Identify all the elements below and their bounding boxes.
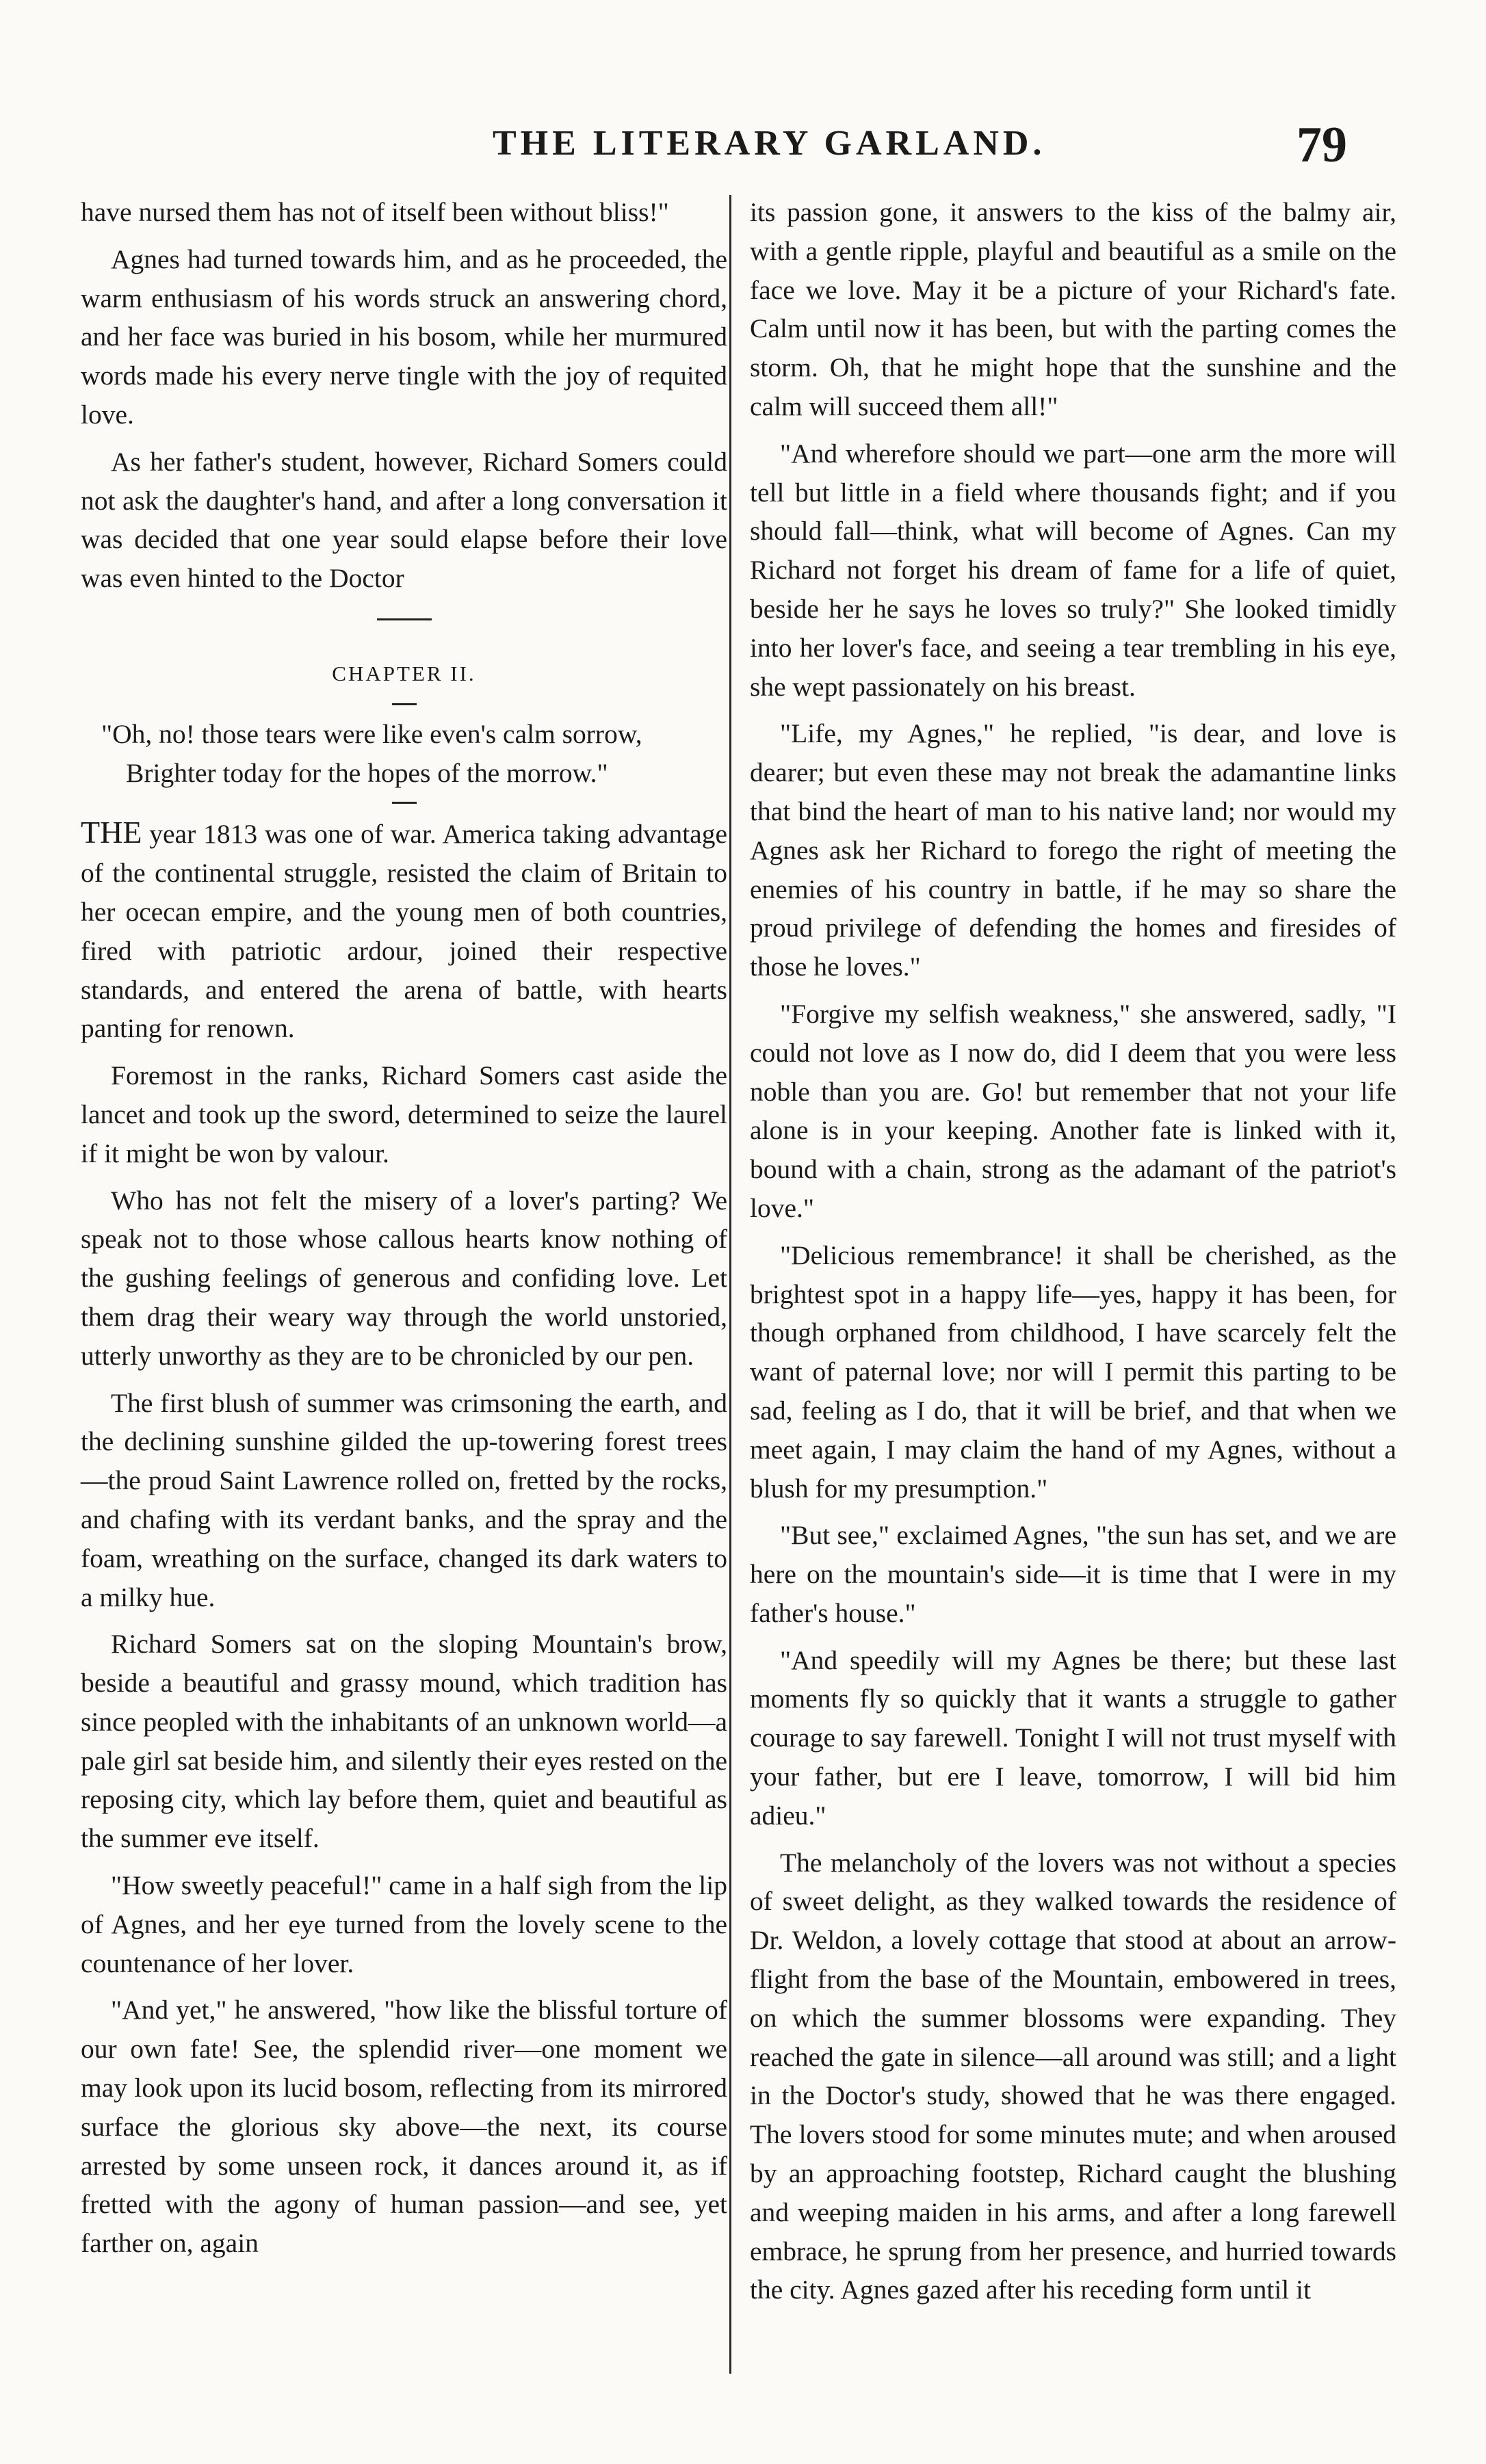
paragraph-text: year 1813 was one of war. America taking advantage of the continental struggle, resisted the claim of Britain to her ocecan empire, and the young men of both countries, fired with patriotic ardour, joined their respective standards, and entered the arena of battle, with hearts panting for renown. xyxy=(81,819,727,1044)
paragraph: have nursed them has not of itself been without bliss!" xyxy=(81,197,669,227)
paragraph: "Forgive my selfish weakness," she answered, sadly, "I could not love as I now do, did I deem that you were less noble than you are. Go! but remember that not your life alone is in your keeping. Another fate is linked with it, bound with a chain, strong as the adamant of the patriot's love." xyxy=(750,998,1396,1223)
paragraph: "Delicious remembrance! it shall be cherished, as the brightest spot in a happy life—yes, happy it has been, for though orphaned from childhood, I have scarcely felt the want of paternal love; nor will I permit this parting to be sad, feeling as I do, that it will be brief, and that when we meet again, I may claim the hand of my Agnes, without a blush for my presumption." xyxy=(750,1240,1396,1504)
column-divider xyxy=(729,195,731,2374)
epigraph-rule-top xyxy=(392,703,417,705)
paragraph: Who has not felt the misery of a lover's parting? We speak not to those whose callous hearts know nothing of the gushing feelings of generous and confiding love. Let them drag their weary way through the world unstoried, utterly unworthy as they are to be chronicled by our pen. xyxy=(81,1185,727,1371)
paragraph: "How sweetly peaceful!" came in a half sigh from the lip of Agnes, and her eye turned from the lovely scene to the countenance of her lover. xyxy=(81,1870,727,1978)
paragraph: Richard Somers sat on the sloping Mountain's brow, beside a beautiful and grassy mound, which tradition has since peopled with the inhabitants of an unknown world—a pale girl sat beside him, and silently their eyes rested on the reposing city, which lay before them, quiet and beautiful as the summer eve itself. xyxy=(81,1629,727,1854)
running-title: THE LITERARY GARLAND. xyxy=(493,124,1046,163)
paragraph: "And yet," he answered, "how like the blissful torture of our own fate! See, the splendid river—one moment we may look upon its lucid bosom, reflecting from its mirrored surface the glorious sky above—the next, its course arrested by some unseen rock, it dances around it, as if fretted with the agony of human passion—and see, yet farther on, again xyxy=(81,1995,727,2259)
left-column xyxy=(81,193,727,2271)
page-header xyxy=(0,116,1486,185)
paragraph: "And speedily will my Agnes be there; but these last moments fly so quickly that it wants a struggle to gather courage to say farewell. Tonight I will not trust myself with your father, but ere I leave, tomorrow, I will bid him adieu." xyxy=(750,1644,1396,1831)
paragraph: The melancholy of the lovers was not without a species of sweet delight, as they walked towards the residence of Dr. Weldon, a lovely cottage that stood at about an arrow-flight from the base of the Mountain, embowered in trees, on which the summer blossoms were expanding. They reached the gate in silence—all around was still; and a light in the Doctor's study, showed that he was there engaged. The lovers stood for some minutes mute; and when aroused by an approaching footstep, Richard caught the blushing and weeping maiden in his arms, and after a long farewell embrace, he sprung from her presence, and hurried towards the city. Agnes gazed after his receding form until it xyxy=(750,1847,1396,2305)
right-column xyxy=(750,193,1396,2318)
page-number: 79 xyxy=(1296,117,1347,173)
paragraph: "Life, my Agnes," he replied, "is dear, and love is dearer; but even these may not break the adamantine links that bind the heart of man to his native land; nor would my Agnes ask her Richard to forego the right of meeting the enemies of his country in battle, if he may so share the proud privilege of defending the homes and firesides of those he loves." xyxy=(750,718,1396,982)
chapter-title: CHAPTER II. xyxy=(332,661,476,685)
paragraph: "But see," exclaimed Agnes, "the sun has set, and we are here on the mountain's side—it is time that I were in my father's house." xyxy=(750,1520,1396,1628)
drop-cap: THE xyxy=(81,815,142,850)
epigraph-line: "Oh, no! those tears were like even's calm sorrow, xyxy=(101,718,642,749)
paragraph: The first blush of summer was crimsoning the earth, and the declining sunshine gilded the up-towering forest trees—the proud Saint Lawrence rolled on, fretted by the rocks, and chafing with its verdant banks, and the spray and the foam, wreathing on the surface, changed its dark waters to a milky hue. xyxy=(81,1387,727,1612)
paragraph: Foremost in the ranks, Richard Somers cast aside the lancet and took up the sword, determined to seize the laurel if it might be won by valour. xyxy=(81,1060,727,1168)
epigraph-line: Brighter today for the hopes of the morrow." xyxy=(126,757,608,788)
paragraph: "And wherefore should we part—one arm the more will tell but little in a field where thousands fight; and if you should fall—think, what will become of Agnes. Can my Richard not forget his dream of fame for a life of quiet, beside her he says he loves so truly?" She looked timidly into her lover's face, and seeing a tear trembling in his eye, she wept passionately on his breast. xyxy=(750,438,1396,702)
paragraph: its passion gone, it answers to the kiss of the balmy air, with a gentle ripple, playful and beautiful as a smile on the face we love. May it be a picture of your Richard's fate. Calm until now it has been, but with the parting comes the storm. Oh, that he might hope that the sunshine and the calm will succeed them all!" xyxy=(750,197,1396,421)
section-rule xyxy=(377,618,432,620)
paragraph: As her father's student, however, Richard Somers could not ask the daughter's hand, and after a long conversation it was decided that one year sould elapse before their love was even hinted to the Doctor xyxy=(81,446,727,594)
paragraph: Agnes had turned towards him, and as he proceeded, the warm enthusiasm of his words struck an answering chord, and her face was buried in his bosom, while her murmured words made his every nerve tingle with the joy of requited love. xyxy=(81,244,727,430)
paragraph xyxy=(81,813,727,1048)
epigraph-rule-bottom xyxy=(392,802,417,804)
epigraph xyxy=(81,715,727,793)
